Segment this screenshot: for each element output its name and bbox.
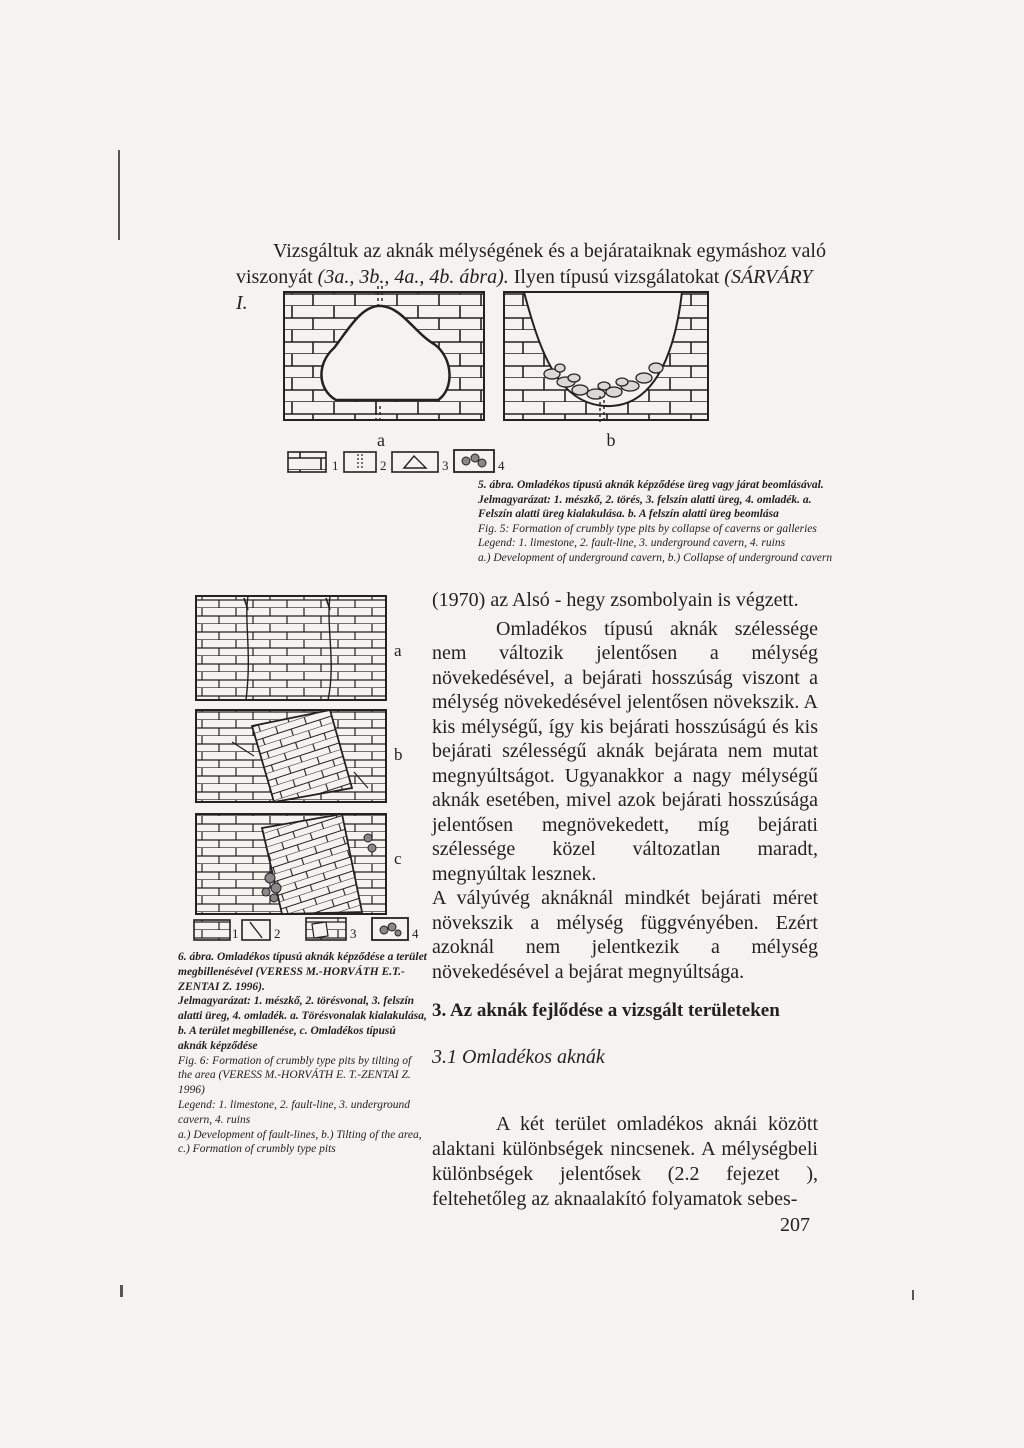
figure-6-legend [192,914,432,944]
scan-edge-mark-right [912,1290,914,1300]
fig5-legend-4: 4 [498,458,505,473]
fig6-legend-3: 3 [350,926,357,941]
fig5-caption-parts-en: a.) Development of underground cavern, b.) Collapse of underground cavern [478,551,833,564]
figure-6a-panel [196,596,386,700]
figure-references: (3a., 3b., 4a., 4b. ábra). [317,266,509,288]
body-text-column [432,588,818,984]
figure-5a-panel [284,286,484,424]
figure-5b-panel [504,292,708,422]
legend-ruins-icon [372,918,408,940]
figure-5-caption [478,478,838,566]
fig6-caption-legend-en: Legend: 1. limestone, 2. fault-line, 3. underground cavern, 4. ruins [178,1098,410,1126]
legend-ruins-icon [454,450,494,472]
page-number: 207 [780,1214,810,1236]
scan-corner-mark [120,1285,123,1297]
fig6-legend-1: 1 [232,926,239,941]
fig5-caption-legend-en: Legend: 1. limestone, 2. fault-line, 3. underground cavern, 4. ruins [478,537,786,550]
fig6-caption-number: 6. ábra. [178,951,215,963]
fig6-label-a: a [394,641,402,660]
figure-6-caption [178,950,428,1157]
fig5-caption-legend-hu: Jelmagyarázat: 1. mészkő, 2. törés, 3. felszín alatti üreg, 4. omladék. a. Felszín alatti üreg kialakulása. b. A felszín alatti üreg beomlása [478,493,812,521]
intro-text-cont: Ilyen típusú vizsgálatokat [508,266,725,288]
subsection-heading: 3.1 Omladékos aknák [432,1046,605,1068]
paragraph-text: A két terület omladékos aknái között alaktani különbségek nincsenek. A mélységbeli különbségek jelentősek (2.2 fejezet ), feltehetőleg az aknaalakító folyamatok sebes- [432,1113,818,1210]
fig5-label-b: b [606,430,616,450]
figure-6b-panel [196,710,386,802]
paragraph-ket-terulet [432,1112,818,1212]
fig5-caption-title-text: Omladékos típusú aknák képződése üreg vagy járat beomlásával. [514,479,824,491]
fig5-legend-2: 2 [380,458,387,473]
paragraph-omladekos-width: Omladékos típusú aknák szélessége nem változik jelentősen a mélység növekedésével, a bejárati hosszúság viszont a mélység növekedésével jelentősen növekszik. A kis mélységű, így kis bejárati hosszúságú és kis bejárati szélességű aknák bejárata nem mutat megnyúltságot. Ugyanakkor a nagy mélységű aknák esetében, mivel azok bejárati hosszúsága jelentősen megnövekedett, míg bejárati szélessége közel változatlan maradt, megnyúltak lesznek. [432,617,818,885]
fig6-label-b: b [394,745,403,764]
fig5-caption-fig-en: Fig. 5: Formation of crumbly type pits by collapse of caverns or galleries [478,522,817,535]
fig6-legend-4: 4 [412,926,419,941]
fig5-legend-1: 1 [332,458,339,473]
fig6-legend-2: 2 [274,926,281,941]
legend-limestone-icon [288,452,326,472]
fig5-label-a: a [377,430,385,450]
intro-line-1: Vizsgáltuk az aknák mélységének és a bejárataiknak egymáshoz való [272,240,826,262]
scan-edge-mark [118,150,120,240]
fig6-caption-fig-en: Fig. 6: Formation of crumbly type pits by tilting of the area (VERESS M.-HORVÁTH E. T.-ZENTAI Z. 1996) [178,1054,412,1097]
legend-limestone-icon [194,920,230,940]
figure-6c-panel [196,814,386,914]
fig5-caption-number: 5. ábra. [478,479,515,491]
legend-cavern-icon [306,918,346,940]
fig6-caption-parts-en: a.) Development of fault-lines, b.) Tilting of the area, c.) Formation of crumbly type pits [178,1128,422,1156]
fig6-caption-legend-hu: Jelmagyarázat: 1. mészkő, 2. törésvonal, 3. felszín alatti üreg, 4. omladék. a. Törésvonalak kialakulása, b. A terület megbillenése, c. Omladékos típusú aknák képződése [178,995,427,1052]
section-heading: 3. Az aknák fejlődése a vizsgált területeken [432,1000,780,1021]
legend-fault-line-icon [242,920,270,940]
fig5-caption-title [478,478,838,493]
intro-text: viszonyát [236,266,318,288]
figure-5-legend [286,446,526,476]
author-reference: (SÁRVÁRY I. [236,266,813,314]
legend-fault-icon [344,452,376,472]
fig5-legend-3: 3 [442,458,449,473]
paragraph-valyuveg: A vályúvég aknáknál mindkét bejárati méret növekszik a mélység függvényében. Ezért azoknál nem jelentkezik a mélység növekedésével a bejárat megnyúltsága. [432,887,818,983]
fig6-caption-title-text: Omladékos típusú aknák képződése a terület megbillenésével (VERESS M.-HORVÁTH E.T.-ZENTAI Z. 1996). [178,951,427,993]
legend-cavern-icon [392,452,438,472]
fig6-caption-title [178,950,428,994]
fig6-label-c: c [394,849,402,868]
figure-6-diagram [192,592,422,940]
paragraph-continuation: (1970) az Alsó - hegy zsombolyain is végzett. [432,589,799,611]
